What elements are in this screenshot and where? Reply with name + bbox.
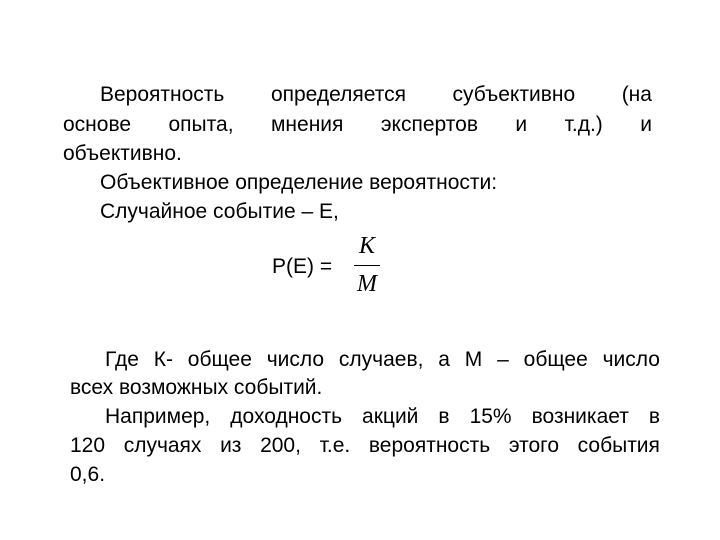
word: т.е. xyxy=(319,434,351,457)
random-event-line: Случайное событие – Е, xyxy=(100,200,339,223)
formula-lhs: Р(Е) = xyxy=(272,255,333,278)
word: в xyxy=(438,405,450,428)
word: (на xyxy=(621,83,652,106)
word: случаях xyxy=(123,434,202,457)
word: М xyxy=(464,348,483,371)
paragraph1-line3: объективно. xyxy=(63,142,182,165)
word: Вероятность xyxy=(100,83,225,106)
word: и xyxy=(515,113,528,136)
word: мнения xyxy=(270,113,344,136)
word: в xyxy=(648,405,660,428)
word: 15% xyxy=(469,405,512,428)
word: акций xyxy=(362,405,419,428)
word: а xyxy=(438,348,450,371)
paragraph1-line1 xyxy=(100,82,652,108)
fraction-denominator: М xyxy=(357,271,377,297)
word: опыта, xyxy=(168,113,234,136)
word: 120 xyxy=(70,434,106,457)
paragraph2-line2: всех возможных событий. xyxy=(70,376,323,399)
word: из xyxy=(220,434,242,457)
fraction-bar xyxy=(354,265,380,266)
word: определяется xyxy=(270,83,406,106)
paragraph3-line3: 0,6. xyxy=(70,463,106,486)
word: т.д.) xyxy=(564,113,603,136)
word: этого xyxy=(508,434,560,457)
word: общее xyxy=(187,348,252,371)
objective-definition-heading: Объективное определение вероятности: xyxy=(100,171,498,194)
word: Где xyxy=(105,348,139,371)
word: Например, xyxy=(105,405,211,428)
paragraph3-line1 xyxy=(105,404,660,430)
word: число xyxy=(266,348,325,371)
word: случаев, xyxy=(338,348,424,371)
fraction-numerator: К xyxy=(359,233,375,259)
paragraph1-line2 xyxy=(63,112,652,138)
word: экспертов xyxy=(380,113,478,136)
word: субъективно xyxy=(452,83,576,106)
word: доходность xyxy=(230,405,343,428)
word: общее xyxy=(523,348,588,371)
word: число xyxy=(602,348,660,371)
word: и xyxy=(640,113,652,136)
paragraph3-line2 xyxy=(70,433,660,459)
word: возникает xyxy=(531,405,629,428)
paragraph2-line1 xyxy=(105,347,660,373)
word: 200, xyxy=(260,434,301,457)
word: события xyxy=(577,434,660,457)
word: К- xyxy=(153,348,173,371)
word: основе xyxy=(63,113,132,136)
word: – xyxy=(497,348,509,371)
word: вероятность xyxy=(368,434,491,457)
